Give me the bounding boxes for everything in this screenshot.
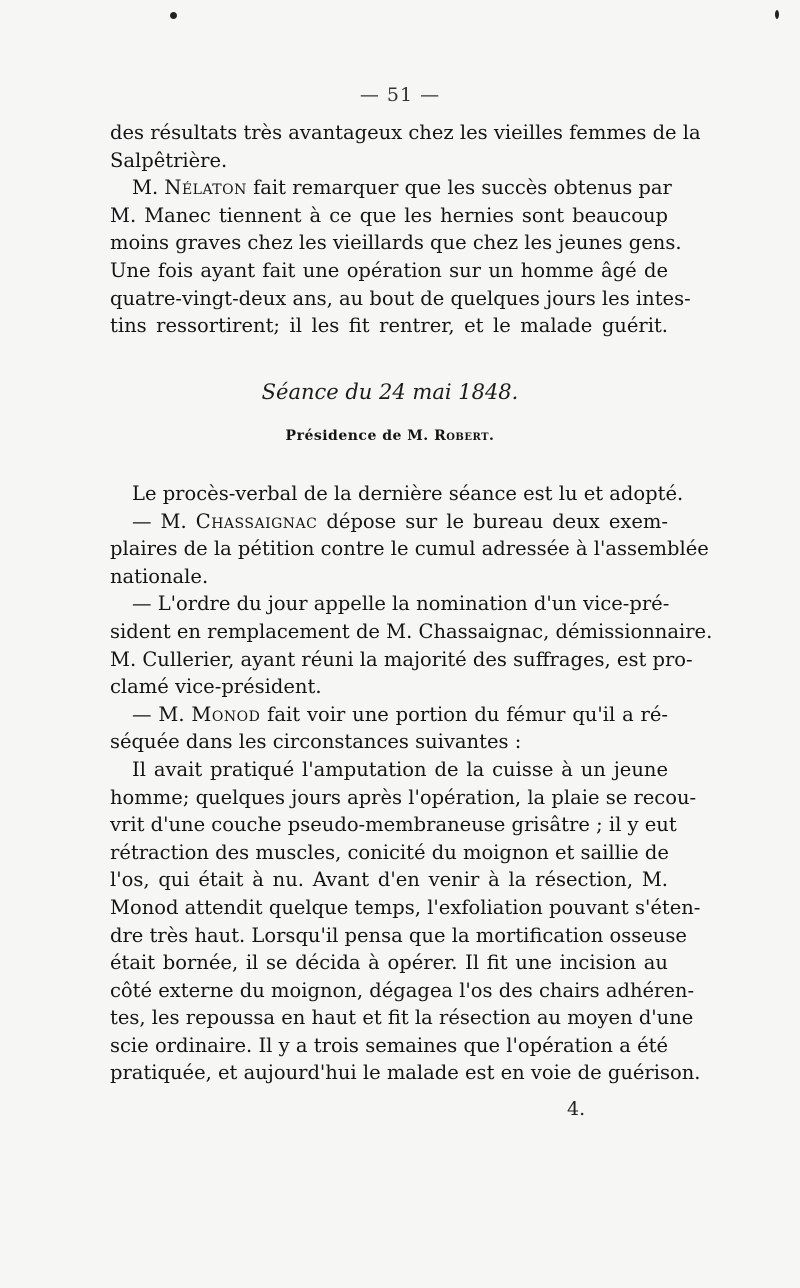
signature-mark: 4. xyxy=(567,1098,586,1120)
text-line: homme; quelques jours après l'opération, la plaie se recou- xyxy=(110,785,697,809)
text-line: Le procès-verbal de la dernière séance est lu et adopté. xyxy=(132,482,684,505)
text-line: côté externe du moignon, dégagea l'os des chairs adhéren- xyxy=(110,978,695,1002)
text-line: — M. Monod fait voir une portion du fémur qu'il a ré- xyxy=(132,702,669,726)
text-line: séquée dans les circonstances suivantes : xyxy=(110,730,522,754)
text-line: était bornée, il se décida à opérer. Il fit une incision au xyxy=(110,951,668,975)
text-line: tes, les repoussa en haut et fit la résection au moyen d'une xyxy=(110,1006,694,1030)
session-heading: Séance du 24 mai 1848. xyxy=(261,380,519,404)
text-line: scie ordinaire. Il y a trois semaines que l'opération a été xyxy=(110,1033,668,1057)
text-line: rétraction des muscles, conicité du moignon et saillie de xyxy=(110,840,669,864)
text-line: des résultats très avantageux chez les vieilles femmes de la xyxy=(110,121,701,144)
text-line: Salpêtrière. xyxy=(110,148,228,172)
text-line: — L'ordre du jour appelle la nomination d'un vice-pré- xyxy=(132,592,670,616)
text-line: nationale. xyxy=(110,564,209,588)
text-line: M. Nélaton fait remarquer que les succès obtenus par xyxy=(132,176,672,200)
text-line: Monod attendit quelque temps, l'exfoliation pouvant s'éten- xyxy=(110,895,701,919)
text-line: dre très haut. Lorsqu'il pensa que la mortification osseuse xyxy=(110,923,687,947)
text-line: clamé vice-président. xyxy=(110,675,322,699)
speaker-name: Nélaton xyxy=(164,176,247,200)
text-line: pratiquée, et aujourd'hui le malade est en voie de guérison. xyxy=(110,1061,701,1085)
text-line: moins graves chez les vieillards que chez les jeunes gens. xyxy=(110,231,682,255)
page-number: — 51 — xyxy=(359,84,441,106)
text-line: M. Manec tiennent à ce que les hernies sont beaucoup xyxy=(110,203,668,227)
text-block-top xyxy=(110,119,701,340)
ink-speck xyxy=(170,12,177,19)
ink-speck xyxy=(775,10,779,19)
text-line: Une fois ayant fait une opération sur un homme âgé de xyxy=(110,258,668,282)
text-line: — M. Chassaignac dépose sur le bureau deux exem- xyxy=(132,509,668,533)
text-line: vrit d'une couche pseudo-membraneuse grisâtre ; il y eut xyxy=(110,813,677,837)
text-line: plaires de la pétition contre le cumul adressée à l'assemblée xyxy=(110,537,709,561)
text-line: quatre-vingt-deux ans, au bout de quelques jours les intes- xyxy=(110,286,691,310)
speaker-name: Chassaignac xyxy=(195,509,318,533)
text-line: tins ressortirent; il les fit rentrer, et le malade guérit. xyxy=(110,314,668,338)
text-line: sident en remplacement de M. Chassaignac, démissionnaire. xyxy=(110,619,713,643)
text-line: l'os, qui était à nu. Avant d'en venir à la résection, M. xyxy=(110,868,668,892)
text-line: M. Cullerier, ayant réuni la majorité des suffrages, est pro- xyxy=(110,647,693,671)
text-line: Il avait pratiqué l'amputation de la cuisse à un jeune xyxy=(132,757,668,781)
presidency-line: Présidence de M. Robert. xyxy=(285,428,495,444)
text-block-minutes xyxy=(110,480,713,1087)
speaker-name: Monod xyxy=(191,702,261,726)
